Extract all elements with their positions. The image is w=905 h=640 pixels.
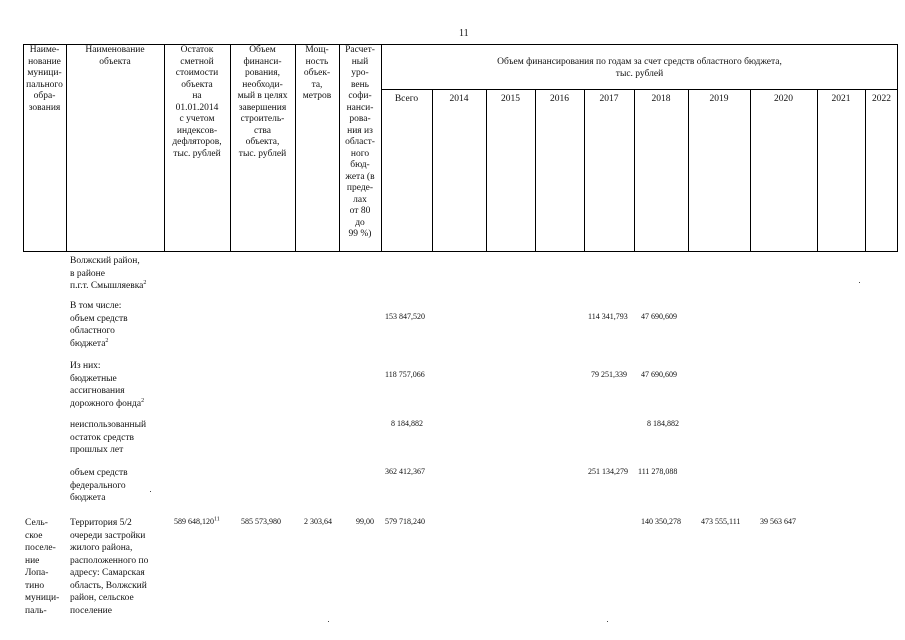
- scan-speck: [607, 621, 608, 622]
- col-funding-header: Объем финансирования по годам за счет средств областного бюджета, тыс. рублей: [497, 57, 782, 79]
- year-header-2016: 2016: [550, 94, 569, 104]
- table-row-object: объем средств федерального бюджета: [70, 468, 128, 503]
- object-text: В том числе: объем средств областного бюджета: [70, 301, 128, 349]
- col-remaining-header: Остаток сметной стоимости объекта на 01.01.2014 с учетом индексов- дефляторов, тыс. рублей: [172, 45, 222, 159]
- year-header-2015: 2015: [501, 94, 520, 104]
- cell-2018: 111 278,088: [638, 467, 678, 476]
- cell-2017: 251 134,279: [588, 467, 628, 476]
- cell-2018: 8 184,882: [647, 419, 679, 428]
- footnote-mark: 2: [143, 279, 147, 286]
- cell-total: 118 757,066: [385, 370, 425, 379]
- col-volume-header: Объем финанси- рования, необходи- мый в целях завершения строитель- ства объекта, тыс. рублей: [237, 45, 288, 159]
- table-row-object: Территория 5/2 очереди застройки жилого района, расположенного по адресу: Самарская область, Волжский район, сельское поселение: [70, 518, 149, 616]
- cell-capacity: 2 303,64: [304, 517, 332, 526]
- year-header-2021: 2021: [831, 94, 851, 104]
- cell-total: 153 847,520: [385, 312, 425, 321]
- table-header: [23, 44, 898, 252]
- col-municipality-header: Наиме- нование муници- пального обра- зования: [26, 45, 63, 113]
- table-row-object: [70, 255, 146, 293]
- object-text: Волжский район, в районе п.г.т. Смышляевка: [70, 256, 144, 291]
- footnote-mark: 11: [214, 516, 220, 523]
- remaining-value: 589 648,120: [174, 517, 214, 526]
- page-number: 11: [459, 28, 469, 39]
- table-row-object: [70, 360, 144, 410]
- cell-volume: 585 573,980: [241, 517, 281, 526]
- year-header-2018: 2018: [651, 94, 671, 104]
- cell-2017: 79 251,339: [591, 370, 627, 379]
- year-header-total: Всего: [394, 94, 419, 104]
- cell-2017: 114 341,793: [588, 312, 628, 321]
- col-object-header: Наименование объекта: [85, 45, 145, 67]
- col-rate-header: Расчет- ный уро- вень софи- нанси- рова- ния из област- ного бюд- жета (в предe- лах от 80 до 99 %): [345, 45, 375, 239]
- col-capacity-header: Мощ- ность объек- та, метров: [302, 45, 332, 101]
- object-text: Из них: бюджетные ассигнования дорожного фонда: [70, 361, 142, 409]
- cell-rate: 99,00: [356, 517, 374, 526]
- cell-total: 579 718,240: [385, 517, 425, 526]
- cell-total: 362 412,367: [385, 467, 425, 476]
- footnote-mark: 2: [141, 397, 145, 404]
- cell-remaining: [174, 517, 220, 526]
- table-row-municipality: Сель- ское поселе- ние Лопа- тино муници- паль-: [25, 518, 60, 616]
- scan-speck: [150, 491, 151, 492]
- table-row-object: [70, 300, 128, 350]
- cell-2020: 39 563 647: [760, 517, 796, 526]
- year-header-2019: 2019: [709, 94, 729, 104]
- year-header-2022: 2022: [872, 94, 891, 104]
- cell-total: 8 184,882: [391, 419, 423, 428]
- year-header-2017: 2017: [599, 94, 619, 104]
- footnote-mark: 2: [105, 337, 109, 344]
- year-header-2020: 2020: [774, 94, 793, 104]
- cell-2018: 140 350,278: [641, 517, 681, 526]
- table-row-object: неиспользованный остаток средств прошлых лет: [70, 420, 147, 455]
- scan-speck: [859, 282, 860, 283]
- cell-2018: 47 690,609: [641, 370, 677, 379]
- year-header-2014: 2014: [449, 94, 469, 104]
- cell-2019: 473 555,111: [701, 517, 741, 526]
- scan-speck: [328, 621, 329, 622]
- cell-2018: 47 690,609: [641, 312, 677, 321]
